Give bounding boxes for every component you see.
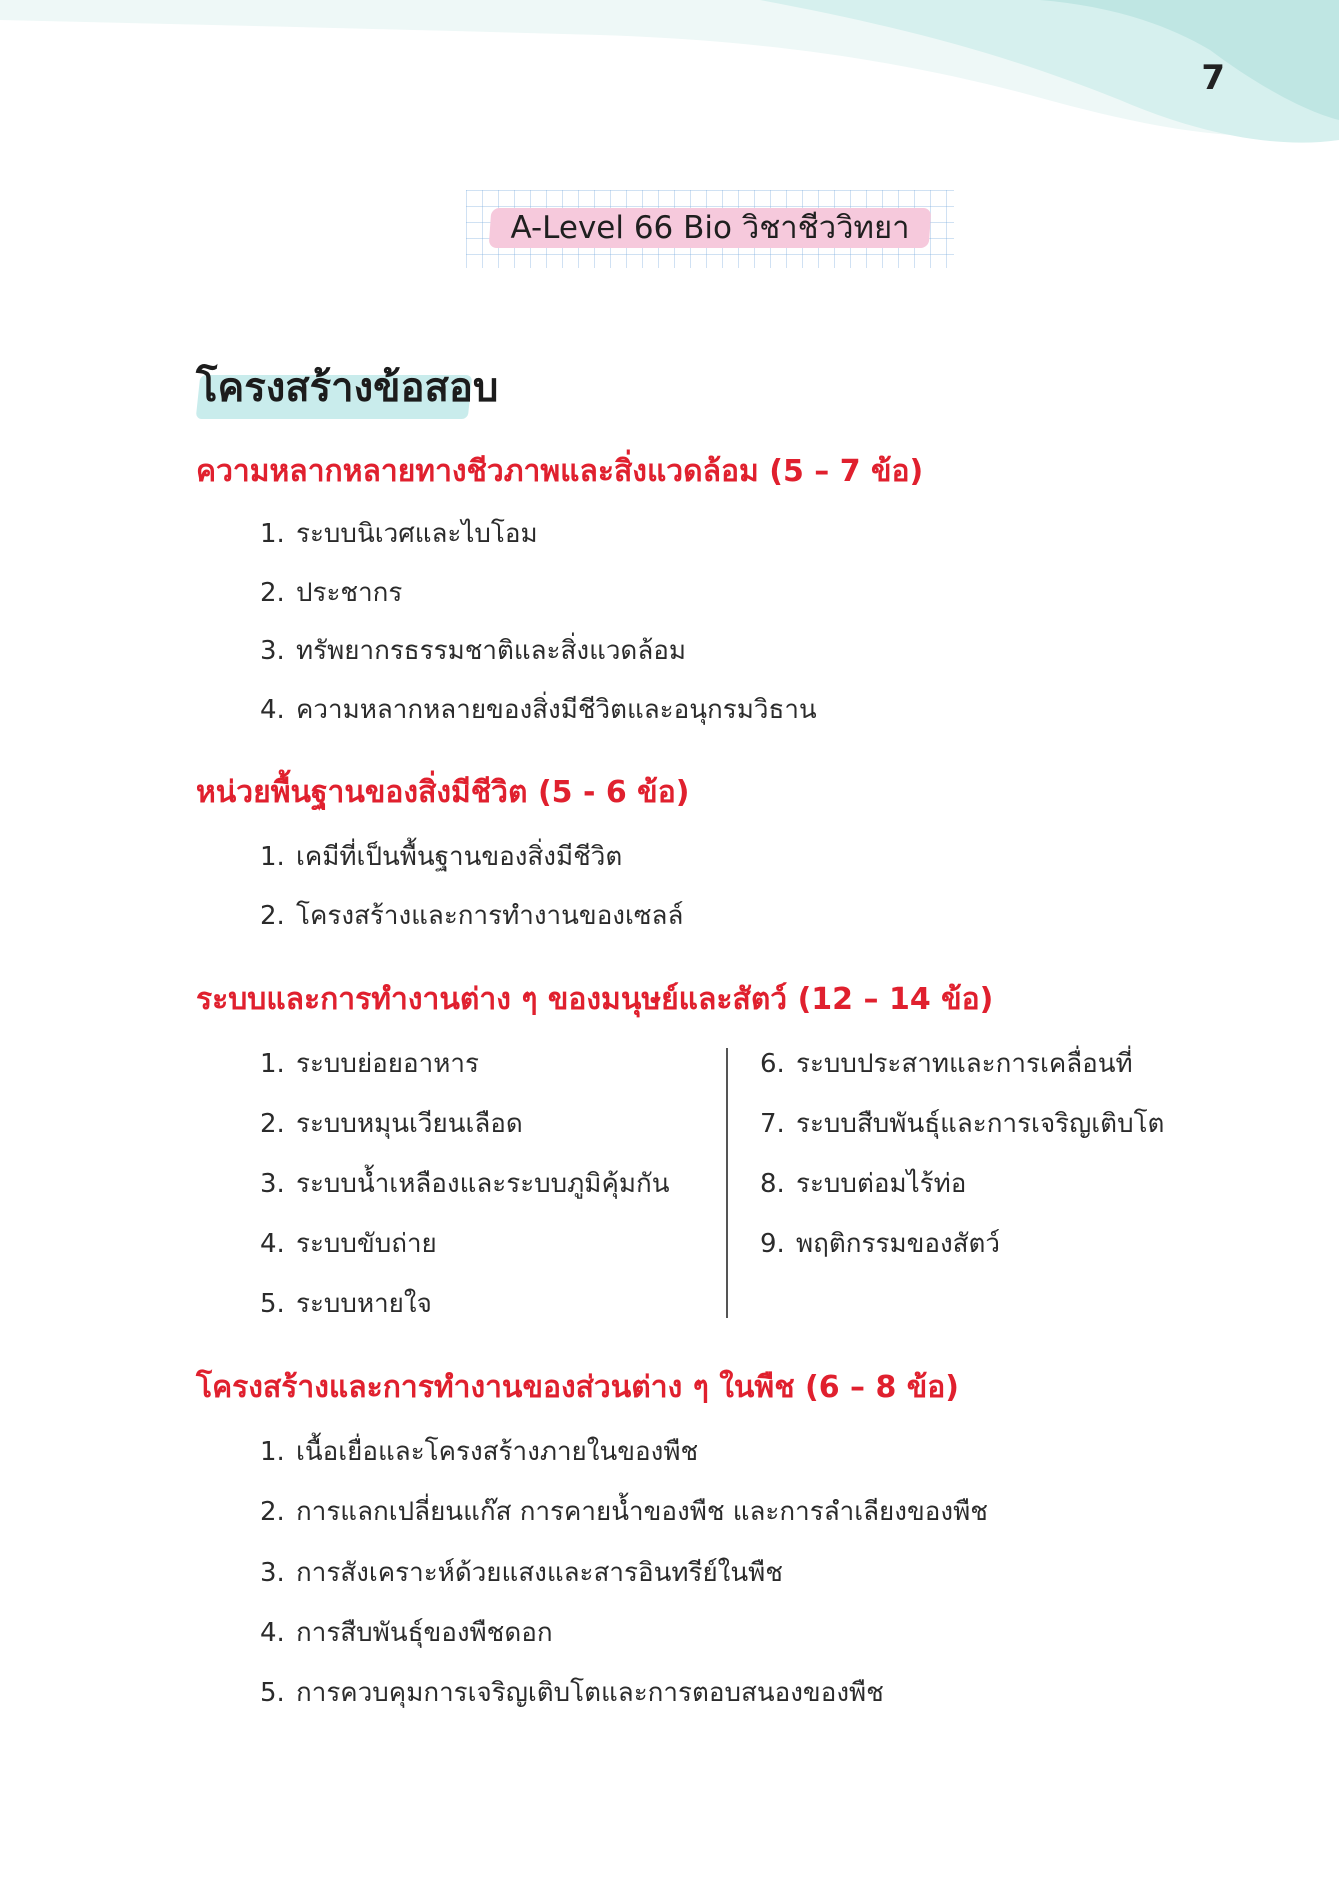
list-item: 6. ระบบประสาทและการเคลื่อนที่ — [760, 1049, 1133, 1079]
list-item: 7. ระบบสืบพันธุ์และการเจริญเติบโต — [760, 1109, 1165, 1139]
list-item: 2. โครงสร้างและการทำงานของเซลล์ — [260, 901, 684, 931]
topic-heading-plants: โครงสร้างและการทำงานของส่วนต่าง ๆ ในพืช (6 – 8 ข้อ) — [196, 1370, 960, 1405]
list-item: 4. การสืบพันธุ์ของพืชดอก — [260, 1618, 553, 1648]
list-item: 1. ระบบย่อยอาหาร — [260, 1049, 479, 1079]
list-item: 2. ระบบหมุนเวียนเลือด — [260, 1109, 523, 1139]
list-item: 2. การแลกเปลี่ยนแก๊ส การคายน้ำของพืช และการลำเลียงของพืช — [260, 1497, 988, 1527]
page-number: 7 — [1201, 58, 1225, 98]
list-item: 4. ระบบขับถ่าย — [260, 1229, 437, 1259]
topic-heading-cell: หน่วยพื้นฐานของสิ่งมีชีวิต (5 - 6 ข้อ) — [196, 775, 690, 810]
list-item: 5. การควบคุมการเจริญเติบโตและการตอบสนองของพืช — [260, 1678, 884, 1708]
column-divider — [726, 1048, 728, 1318]
list-item: 4. ความหลากหลายของสิ่งมีชีวิตและอนุกรมวิธาน — [260, 695, 817, 725]
section-heading-block — [196, 355, 498, 419]
section-heading: โครงสร้างข้อสอบ — [196, 365, 499, 411]
title-box — [466, 190, 954, 268]
list-item: 3. การสังเคราะห์ด้วยแสงและสารอินทรีย์ในพืช — [260, 1558, 783, 1588]
list-item: 3. ระบบน้ำเหลืองและระบบภูมิคุ้มกัน — [260, 1169, 670, 1199]
list-item: 1. เนื้อเยื่อและโครงสร้างภายในของพืช — [260, 1437, 699, 1467]
list-item: 2. ประชากร — [260, 578, 403, 608]
topic-heading-biodiversity: ความหลากหลายทางชีวภาพและสิ่งแวดล้อม (5 – 7 ข้อ) — [196, 454, 924, 489]
page-title: A-Level 66 Bio วิชาชีววิทยา — [510, 210, 910, 246]
header-wave-decoration — [0, 0, 1339, 170]
list-item: 1. เคมีที่เป็นพื้นฐานของสิ่งมีชีวิต — [260, 842, 623, 872]
list-item: 8. ระบบต่อมไร้ท่อ — [760, 1169, 967, 1199]
list-item: 5. ระบบหายใจ — [260, 1289, 432, 1319]
list-item: 3. ทรัพยากรธรรมชาติและสิ่งแวดล้อม — [260, 636, 686, 666]
topic-heading-human-animal-systems: ระบบและการทำงานต่าง ๆ ของมนุษย์และสัตว์ (12 – 14 ข้อ) — [196, 982, 994, 1017]
list-item: 9. พฤติกรรมของสัตว์ — [760, 1229, 1001, 1259]
list-item: 1. ระบบนิเวศและไบโอม — [260, 519, 538, 549]
